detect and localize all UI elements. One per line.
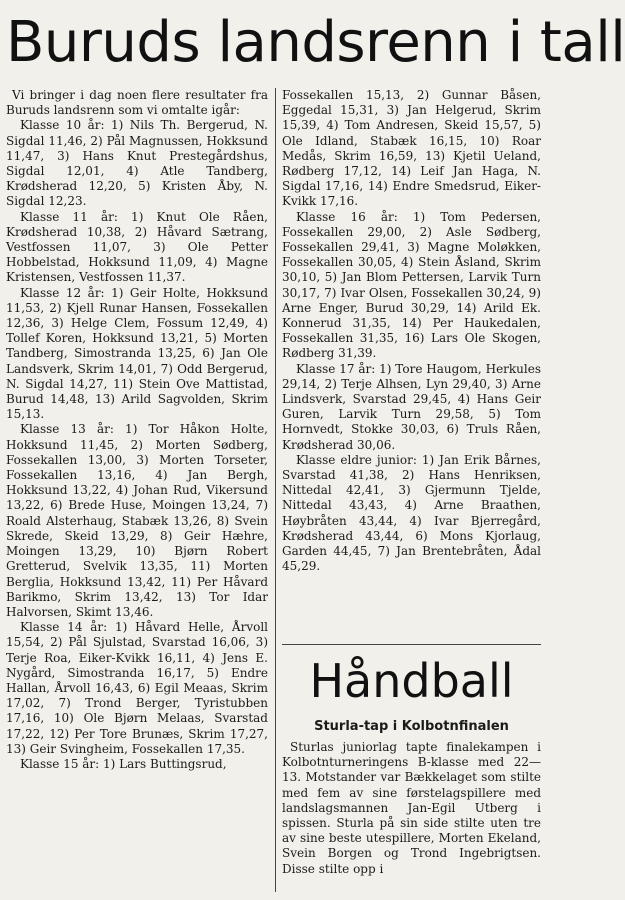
- results-column-left: [6, 88, 268, 892]
- results-paragraph: Klasse 13 år: 1) Tor Håkon Holte, Hokksund 11,45, 2) Morten Sødberg, Fossekallen 13,00, 3) Morten Torseter, Fossekallen 13,16, 4) Jan Bergh, Hokksund 13,22, 4) Johan Rud, Vikersund 13,22, 6) Brede Huse, Moingen 13,24, 7) Roald Alsterhaug, Stabæk 13,26, 8) Svein Skrede, Skeid 13,29, 8) Geir Hæhre, Moingen 13,29, 10) Bjørn Robert Gretterud, Svelvik 13,35, 11) Morten Berglia, Hokksund 13,42, 11) Per Håvard Barikmo, Skrim 13,42, 13) Tor Idar Halvorsen, Skimt 13,46.: [6, 422, 268, 619]
- results-paragraph: Klasse 17 år: 1) Tore Haugom, Herkules 29,14, 2) Terje Alhsen, Lyn 29,40, 3) Arne Lindsverk, Svarstad 29,45, 4) Hans Geir Guren, Larvik Turn 29,58, 5) Tom Hornvedt, Stokke 30,03, 6) Truls Råen, Krødsherad 30,06.: [282, 361, 541, 452]
- headline: Buruds landsrenn i tall: [6, 10, 625, 75]
- results-paragraph: Klasse 16 år: 1) Tom Pedersen, Fossekallen 29,00, 2) Asle Sødberg, Fossekallen 29,41, 3) Magne Moløkken, Fossekallen 30,05, 4) Stein Åsland, Skrim 30,10, 5) Jan Blom Pettersen, Larvik Turn 30,17, 7) Ivar Olsen, Fossekallen 30,24, 9) Arne Enger, Burud 30,29, 14) Arild Ek. Konnerud 31,35, 14) Per Haukedalen, Fossekallen 31,35, 16) Lars Ole Skogen, Rødberg 31,39.: [282, 209, 541, 361]
- results-paragraph: Klasse 10 år: 1) Nils Th. Bergerud, N. Sigdal 11,46, 2) Pål Magnussen, Hokksund 11,47, 3) Hans Knut Prestegårdshus, Sigdal 12,01, 4) Atle Tandberg, Krødsherad 12,20, 5) Kristen Åby, N. Sigdal 12,23.: [6, 118, 268, 209]
- handball-article-paragraph: Sturlas juniorlag tapte finalekampen i Kolbotnturneringens B-klasse med 22—13. Motstander var Bækkelaget som stilte med fem av sine førstelagspillere med landslagsmannen Jan-Egil Utberg i spissen. Sturla på sin side stilte uten tre av sine beste utespillere, Morten Ekeland, Svein Borgen og Trond Ingebrigtsen. Disse stilte opp i: [282, 740, 541, 876]
- handball-section-title: Håndball: [309, 654, 514, 708]
- results-paragraph: Klasse 12 år: 1) Geir Holte, Hokksund 11,53, 2) Kjell Runar Hansen, Fossekallen 12,36, 3) Helge Clem, Fossum 12,49, 4) Tollef Koren, Hokksund 13,21, 5) Morten Tandberg, Simostranda 13,25, 6) Jan Ole Landsverk, Skrim 14,01, 7) Odd Bergerud, N. Sigdal 14,27, 11) Stein Ove Mattistad, Burud 14,48, 13) Arild Sagvolden, Skrim 15,13.: [6, 285, 268, 422]
- results-paragraph: Klasse eldre junior: 1) Jan Erik Bårnes, Svarstad 41,38, 2) Hans Henriksen, Nittedal 42,41, 3) Gjermunn Tjelde, Nittedal 43,43, 4) Arne Braathen, Høybråten 43,44, 4) Ivar Bjerregård, Krødsherad 43,44, 6) Mons Kjorlaug, Garden 44,45, 7) Jan Brentebråten, Ådal 45,29.: [282, 452, 541, 574]
- handball-article-body: [282, 740, 541, 896]
- section-divider: [282, 644, 541, 645]
- results-column-right: [282, 88, 541, 638]
- results-paragraph: Fossekallen 15,13, 2) Gunnar Båsen, Eggedal 15,31, 3) Jan Helgerud, Skrim 15,39, 4) Tom Andresen, Skeid 15,57, 5) Ole Idland, Stabæk 16,15, 10) Roar Medås, Skrim 16,59, 13) Kjetil Ueland, Rødberg 17,12, 14) Leif Jan Haga, N. Sigdal 17,16, 14) Endre Smedsrud, Eiker-Kvikk 17,16.: [282, 88, 541, 209]
- handball-article-headline: Sturla-tap i Kolbotnfinalen: [314, 719, 509, 734]
- column-divider: [275, 88, 276, 892]
- intro-paragraph: Vi bringer i dag noen flere resultater fra Buruds landsrenn som vi omtalte igår:: [6, 88, 268, 118]
- results-paragraph: Klasse 14 år: 1) Håvard Helle, Årvoll 15,54, 2) Pål Sjulstad, Svarstad 16,06, 3) Terje Roa, Eiker-Kvikk 16,11, 4) Jens E. Nygård, Simostranda 16,17, 5) Endre Hallan, Årvoll 16,43, 6) Egil Meaas, Skrim 17,02, 7) Trond Berger, Tyristubben 17,16, 10) Ole Bjørn Melaas, Svarstad 17,22, 12) Per Tore Brunæs, Skrim 17,27, 13) Geir Svingheim, Fossekallen 17,35.: [6, 620, 268, 756]
- results-paragraph: Klasse 15 år: 1) Lars Buttingsrud,: [20, 756, 227, 771]
- results-paragraph: Klasse 11 år: 1) Knut Ole Råen, Krødsherad 10,38, 2) Håvard Sætrang, Vestfossen 11,07, 3) Ole Petter Hobbelstad, Hokksund 11,09, 4) Magne Kristensen, Vestfossen 11,37.: [6, 209, 268, 285]
